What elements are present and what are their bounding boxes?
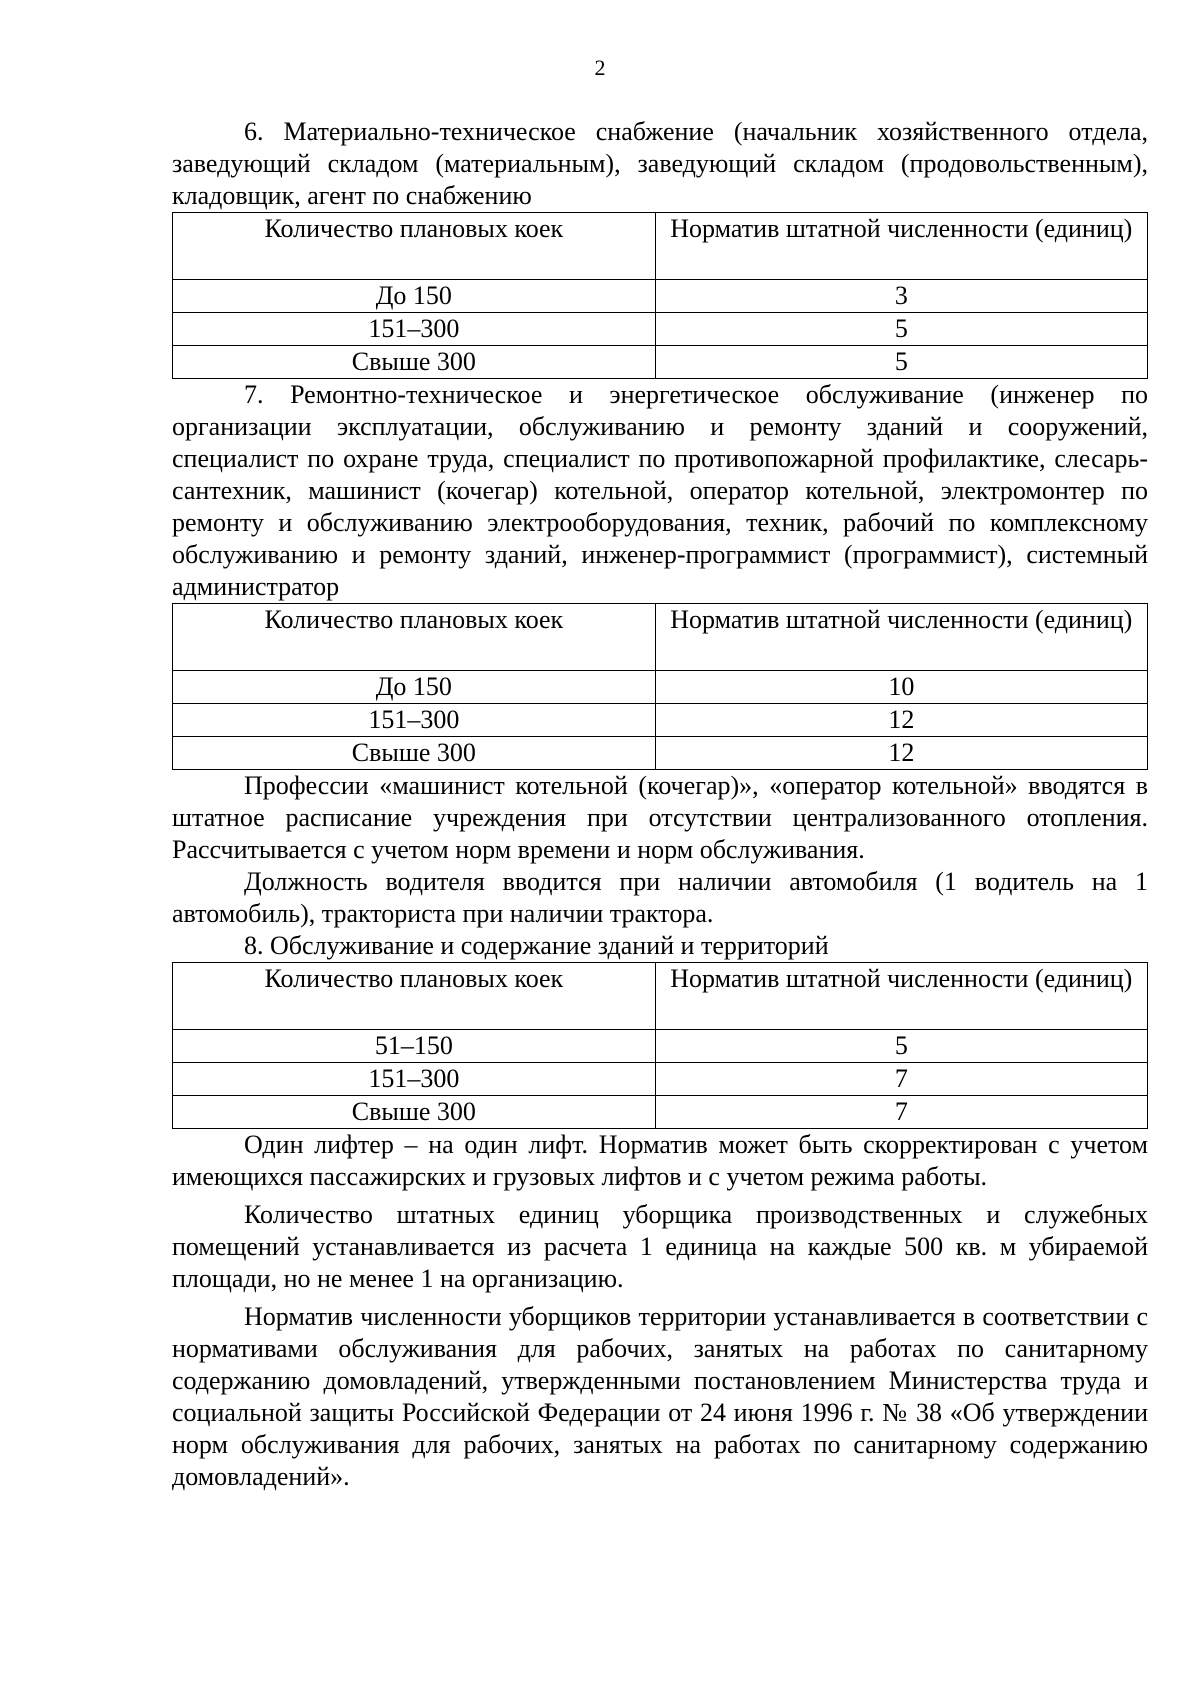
- norm-cell: 5: [655, 313, 1147, 346]
- beds-cell: До 150: [173, 671, 656, 704]
- beds-cell: Свыше 300: [173, 346, 656, 379]
- section-8-table: [172, 962, 1148, 1129]
- beds-cell: 151–300: [173, 704, 656, 737]
- section-7-table: [172, 603, 1148, 770]
- beds-cell: 151–300: [173, 1063, 656, 1096]
- driver-note: Должность водителя вводится при наличии автомобиля (1 водитель на 1 автомобиль), тракториста при наличии трактора.: [172, 867, 1148, 928]
- norm-cell: 7: [655, 1063, 1147, 1096]
- table-row: [173, 1096, 1148, 1129]
- section-8-heading: 8. Обслуживание и содержание зданий и территорий: [244, 931, 829, 960]
- column-header-staff-norm: Норматив штатной численности (единиц): [655, 213, 1147, 280]
- table-row: [173, 313, 1148, 346]
- table-row: [173, 346, 1148, 379]
- table-row: [173, 671, 1148, 704]
- table-row: [173, 737, 1148, 770]
- norm-cell: 12: [655, 737, 1147, 770]
- section-6-heading: 6. Материально-техническое снабжение (начальник хозяйственного отдела, заведующий складом (материальным), заведующий складом (продовольственным), кладовщик, агент по снабжению: [172, 117, 1148, 210]
- column-header-beds: Количество плановых коек: [173, 963, 656, 1030]
- table-header-row: [173, 604, 1148, 671]
- norm-cell: 3: [655, 280, 1147, 313]
- table-row: [173, 704, 1148, 737]
- norm-cell: 12: [655, 704, 1147, 737]
- norm-cell: 5: [655, 346, 1147, 379]
- column-header-staff-norm: Норматив штатной численности (единиц): [655, 963, 1147, 1030]
- section-6-table: [172, 212, 1148, 379]
- elevator-operator-note: Один лифтер – на один лифт. Норматив может быть скорректирован с учетом имеющихся пассажирских и грузовых лифтов и с учетом режима работы.: [172, 1130, 1148, 1191]
- beds-cell: 151–300: [173, 313, 656, 346]
- boiler-operator-note: Профессии «машинист котельной (кочегар)», «оператор котельной» вводятся в штатное расписание учреждения при отсутствии централизованного отопления. Рассчитывается с учетом норм времени и норм обслуживания.: [172, 771, 1148, 864]
- table-row: [173, 1063, 1148, 1096]
- table-row: [173, 280, 1148, 313]
- column-header-beds: Количество плановых коек: [173, 213, 656, 280]
- section-7-heading: 7. Ремонтно-техническое и энергетическое обслуживание (инженер по организации эксплуатации, обслуживанию и ремонту зданий и сооружений, специалист по охране труда, специалист по противопожарной профилактике, слесарь-сантехник, машинист (кочегар) котельной, оператор котельной, электромонтер по ремонту и обслуживанию электрооборудования, техник, рабочий по комплексному обслуживанию и ремонту зданий, инженер-программист (программист), системный администратор: [172, 380, 1148, 601]
- column-header-beds: Количество плановых коек: [173, 604, 656, 671]
- table-header-row: [173, 963, 1148, 1030]
- beds-cell: 51–150: [173, 1030, 656, 1063]
- page-number: 2: [594, 55, 606, 80]
- column-header-staff-norm: Норматив штатной численности (единиц): [655, 604, 1147, 671]
- table-header-row: [173, 213, 1148, 280]
- cleaner-premises-note: Количество штатных единиц уборщика производственных и служебных помещений устанавливается из расчета 1 единица на каждые 500 кв. м убираемой площади, но не менее 1 на организацию.: [172, 1200, 1148, 1293]
- beds-cell: Свыше 300: [173, 737, 656, 770]
- document-body: [172, 116, 1148, 1493]
- norm-cell: 5: [655, 1030, 1147, 1063]
- beds-cell: Свыше 300: [173, 1096, 656, 1129]
- norm-cell: 10: [655, 671, 1147, 704]
- beds-cell: До 150: [173, 280, 656, 313]
- cleaner-territory-note: Норматив численности уборщиков территории устанавливается в соответствии с нормативами обслуживания для рабочих, занятых на работах по санитарному содержанию домовладений, утвержденными постановлением Министерства труда и социальной защиты Российской Федерации от 24 июня 1996 г. № 38 «Об утверждении норм обслуживания для рабочих, занятых на работах по санитарному содержанию домовладений».: [172, 1302, 1148, 1491]
- norm-cell: 7: [655, 1096, 1147, 1129]
- table-row: [173, 1030, 1148, 1063]
